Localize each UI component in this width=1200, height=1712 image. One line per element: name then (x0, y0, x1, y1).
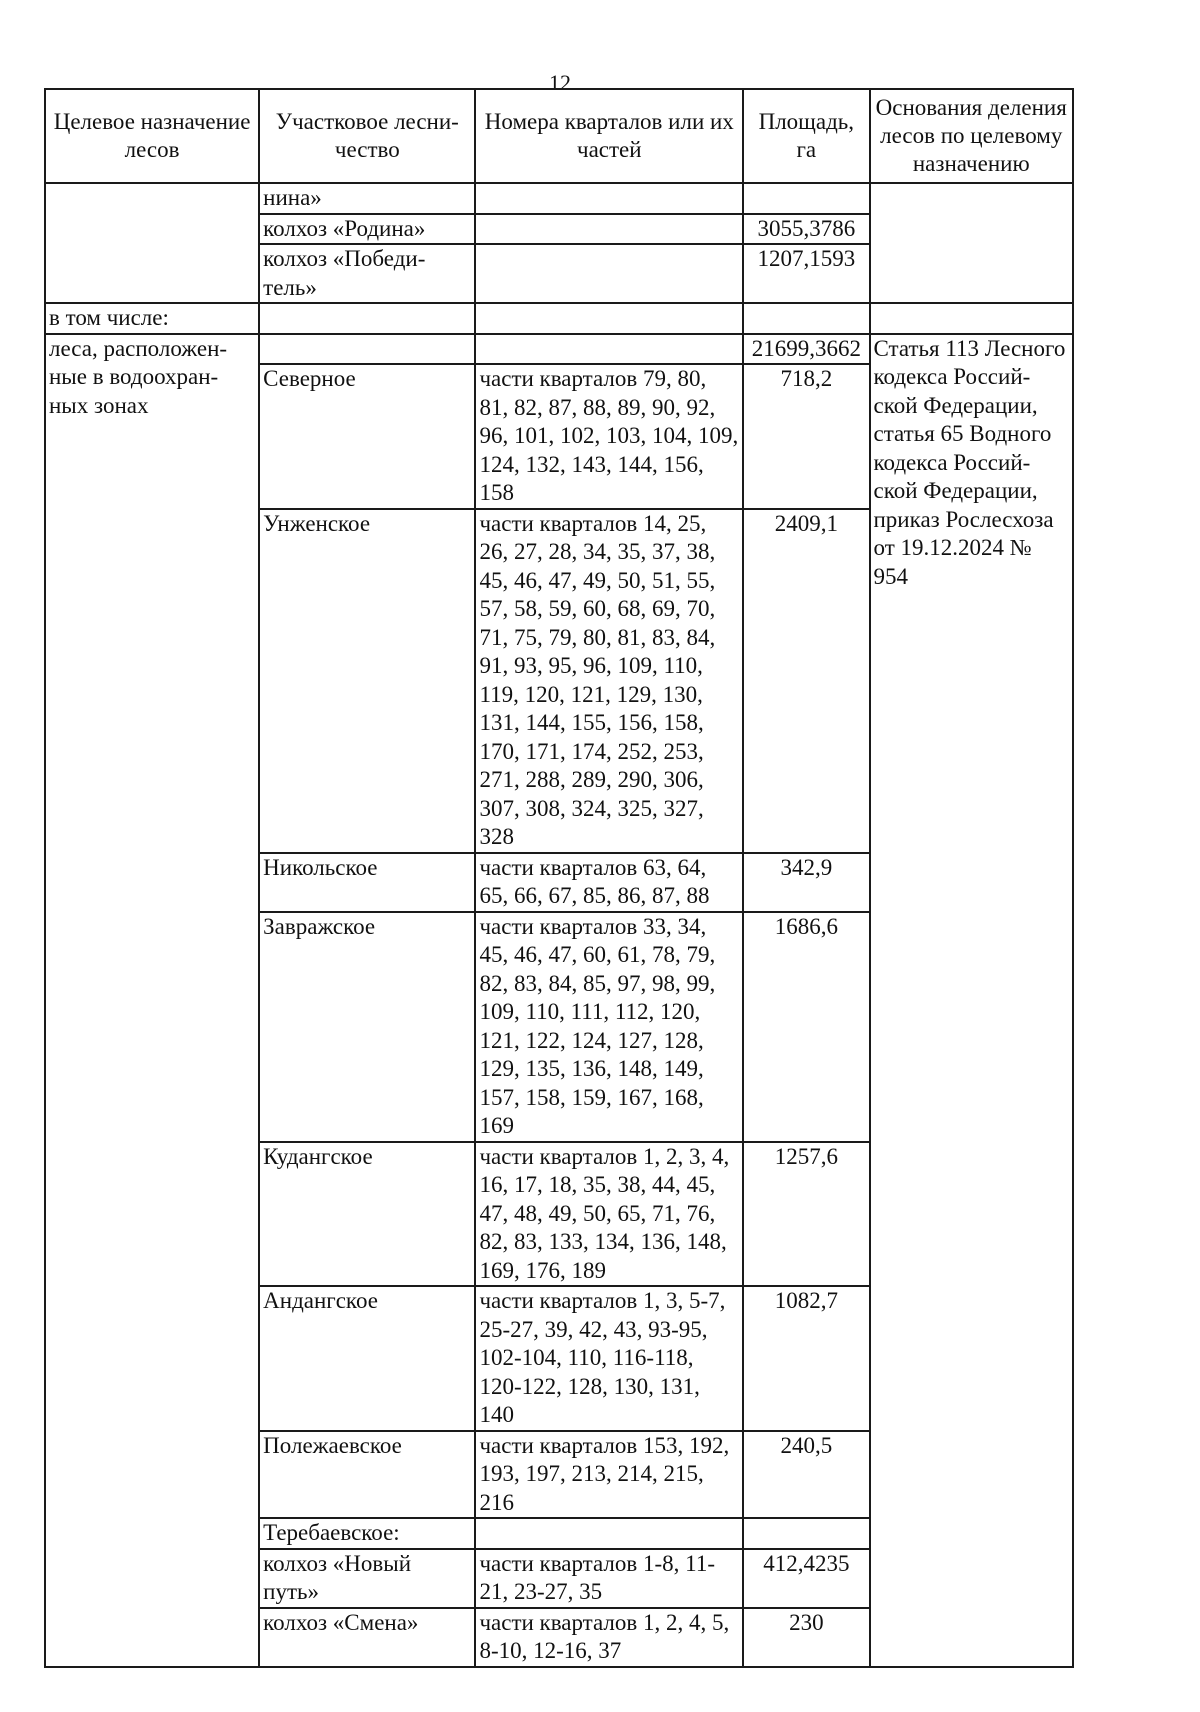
table-row-water-zone-total (45, 334, 1073, 365)
area-cell (743, 183, 869, 214)
area-cell: 2409,1 (743, 509, 869, 853)
forestry-cell: нина» (259, 183, 475, 214)
forestry-cell: колхоз «Новый путь» (259, 1549, 475, 1608)
basis-cell-empty (870, 183, 1074, 303)
forestry-cell: колхоз «Победи-тель» (259, 244, 475, 303)
quarters-cell: части кварталов 153, 192, 193, 197, 213, 214, 215, 216 (475, 1431, 743, 1519)
quarters-cell: части кварталов 63, 64, 65, 66, 67, 85, 86, 87, 88 (475, 853, 743, 912)
including-label: в том числе: (45, 303, 259, 334)
area-cell: 342,9 (743, 853, 869, 912)
purpose-cell: леса, расположен-ные в водоохран-ных зонах (45, 334, 259, 1667)
forestry-cell: Северное (259, 364, 475, 509)
page-number: 12 (549, 70, 571, 95)
area-cell: 718,2 (743, 364, 869, 509)
forest-purpose-table (44, 88, 1074, 1668)
quarters-cell: части кварталов 1, 2, 3, 4, 16, 17, 18, 35, 38, 44, 45, 47, 48, 49, 50, 65, 71, 76, 82, 83, 133, 134, 136, 148, 169, 176, 189 (475, 1142, 743, 1287)
area-cell: 412,4235 (743, 1549, 869, 1608)
quarters-cell: части кварталов 14, 25, 26, 27, 28, 34, 35, 37, 38, 45, 46, 47, 49, 50, 51, 55, 57, 58, 59, 60, 68, 69, 70, 71, 75, 79, 80, 81, 83, 84, 91, 93, 95, 96, 109, 110, 119, 120, 121, 129, 130, 131, 144, 155, 156, 158, 170, 171, 174, 252, 253, 271, 288, 289, 290, 306, 307, 308, 324, 325, 327, 328 (475, 509, 743, 853)
area-cell: 3055,3786 (743, 214, 869, 245)
forestry-cell: колхоз «Смена» (259, 1608, 475, 1667)
purpose-cell-empty (45, 183, 259, 303)
quarters-cell (475, 183, 743, 214)
forestry-cell: Полежаевское (259, 1431, 475, 1519)
forestry-cell: Андангское (259, 1286, 475, 1431)
table-row-including (45, 303, 1073, 334)
forestry-cell: Унженское (259, 509, 475, 853)
area-cell: 1257,6 (743, 1142, 869, 1287)
header-forestry: Участковое лесни-чество (259, 89, 475, 183)
quarters-cell: части кварталов 1, 3, 5-7, 25-27, 39, 42, 43, 93-95, 102-104, 110, 116-118, 120-122, 128, 130, 131, 140 (475, 1286, 743, 1431)
forestry-cell: Теребаевское: (259, 1518, 475, 1549)
quarters-cell: части кварталов 1-8, 11-21, 23-27, 35 (475, 1549, 743, 1608)
table-header-row (45, 89, 1073, 183)
forestry-cell: Никольское (259, 853, 475, 912)
basis-cell: Статья 113 Лесного кодекса Россий-ской Федерации, статья 65 Водного кодекса Россий-ской Федерации, приказ Рослесхоза от 19.12.2024 № 954 (870, 334, 1074, 1667)
header-quarters: Номера кварталов или их частей (475, 89, 743, 183)
quarters-cell (475, 214, 743, 245)
area-cell: 230 (743, 1608, 869, 1667)
header-basis: Основания деления лесов по целевому назначению (870, 89, 1074, 183)
quarters-cell: части кварталов 1, 2, 4, 5, 8-10, 12-16, 37 (475, 1608, 743, 1667)
total-area-cell: 21699,3662 (743, 334, 869, 365)
area-cell: 1686,6 (743, 912, 869, 1142)
quarters-cell: части кварталов 33, 34, 45, 46, 47, 60, 61, 78, 79, 82, 83, 84, 85, 97, 98, 99, 109, 110, 111, 112, 120, 121, 122, 124, 127, 128, 129, 135, 136, 148, 149, 157, 158, 159, 167, 168, 169 (475, 912, 743, 1142)
area-cell: 1082,7 (743, 1286, 869, 1431)
quarters-cell: части кварталов 79, 80, 81, 82, 87, 88, 89, 90, 92, 96, 101, 102, 103, 104, 109, 124, 132, 143, 144, 156, 158 (475, 364, 743, 509)
area-cell: 1207,1593 (743, 244, 869, 303)
header-purpose: Целевое назначение лесов (45, 89, 259, 183)
table-row (45, 183, 1073, 214)
header-area: Площадь, га (743, 89, 869, 183)
quarters-cell (475, 244, 743, 303)
forestry-cell: Завражское (259, 912, 475, 1142)
forestry-cell: колхоз «Родина» (259, 214, 475, 245)
area-cell: 240,5 (743, 1431, 869, 1519)
forestry-cell: Кудангское (259, 1142, 475, 1287)
